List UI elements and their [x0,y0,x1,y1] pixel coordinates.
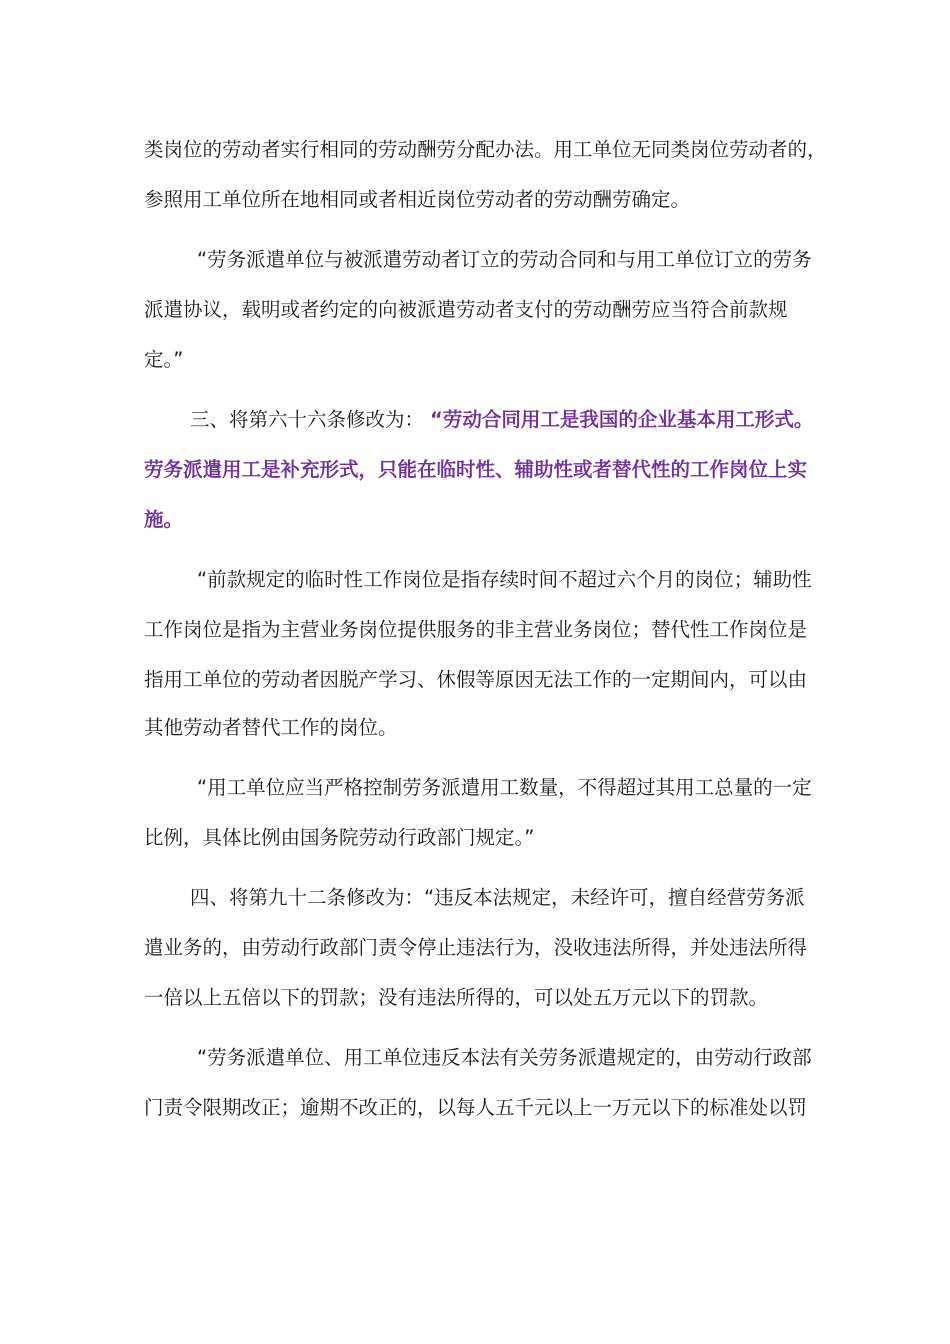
section-heading-text: 三、将第六十六条修改为： [190,408,425,431]
text-line: “劳务派遣单位、用工单位违反本法有关劳务派遣规定的，由劳动行政部 [197,1046,812,1069]
section-heading-line: 四、将第九十二条修改为：“违反本法规定，未经许可，擅自经营劳务派 [190,886,805,909]
highlighted-text-line: 施。 [144,508,184,531]
text-line: “用工单位应当严格控制劳务派遣用工数量，不得超过其用工总量的一定 [197,776,812,799]
highlighted-text-line: 劳务派遣用工是补充形式，只能在临时性、辅助性或者替代性的工作岗位上实 [144,458,808,481]
text-line: 指用工单位的劳动者因脱产学习、休假等原因无法工作的一定期间内，可以由 [144,668,808,691]
text-line: 其他劳动者替代工作的岗位。 [144,716,398,739]
text-line: 比例，具体比例由国务院劳动行政部门规定。” [144,826,535,849]
text-line: 定。” [144,348,184,371]
text-line: 门责令限期改正；逾期不改正的，以每人五千元以上一万元以下的标准处以罚 [144,1096,808,1119]
highlighted-text: “劳动合同用工是我国的企业基本用工形式。 [430,408,814,431]
text-line: “前款规定的临时性工作岗位是指存续时间不超过六个月的岗位；辅助性 [197,568,812,591]
text-line: 派遣协议，载明或者约定的向被派遣劳动者支付的劳动酬劳应当符合前款规 [144,298,788,321]
text-line: 一倍以上五倍以下的罚款；没有违法所得的，可以处五万元以下的罚款。 [144,986,769,1009]
text-line: 工作岗位是指为主营业务岗位提供服务的非主营业务岗位；替代性工作岗位是 [144,618,808,641]
text-line: “劳务派遣单位与被派遣劳动者订立的劳动合同和与用工单位订立的劳务 [197,248,812,271]
text-line: 遣业务的，由劳动行政部门责令停止违法行为，没收违法所得，并处违法所得 [144,936,808,959]
text-line: 参照用工单位所在地相同或者相近岗位劳动者的劳动酬劳确定。 [144,188,691,211]
text-line: 类岗位的劳动者实行相同的劳动酬劳分配办法。用工单位无同类岗位劳动者的， [144,138,827,161]
section-heading-line [190,406,813,434]
